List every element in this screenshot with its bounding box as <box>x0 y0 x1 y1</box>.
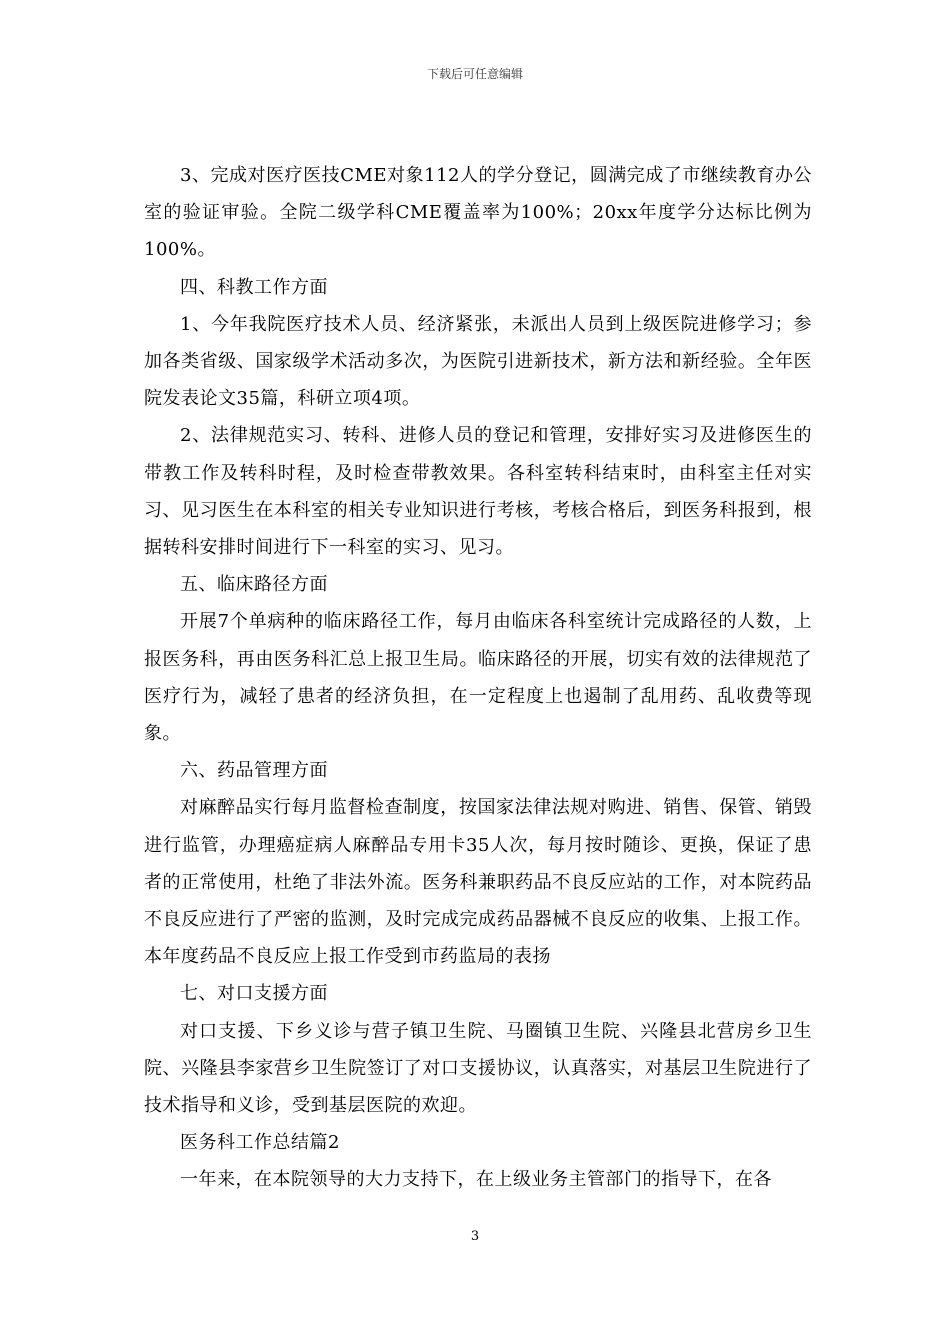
paragraph-cme-registration: 3、完成对医疗医技CME对象112人的学分登记，圆满完成了市继续教育办公室的验证审验。全院二级学科CME覆盖率为100%；20xx年度学分达标比例为100%。 <box>144 165 812 261</box>
paragraph-research-1: 1、今年我院医疗技术人员、经济紧张，未派出人员到上级医院进修学习；参加各类省级、国家级学术活动多次，为医院引进新技术，新方法和新经验。全年医院发表论文35篇，科研立项4项。 <box>144 313 812 410</box>
section-heading-counterpart-support: 七、对口支援方面 <box>180 983 328 1005</box>
paragraph-counterpart-support: 对口支援、下乡义诊与营子镇卫生院、马圈镇卫生院、兴隆县北营房乡卫生院、兴隆县李家营乡卫生院签订了对口支援协议，认真落实，对基层卫生院进行了技术指导和义诊，受到基层医院的欢迎。 <box>144 1020 812 1117</box>
paragraph-research-2: 2、法律规范实习、转科、进修人员的登记和管理，安排好实习及进修医生的带教工作及转科时程，及时检查带教效果。各科室转科结束时，由科室主任对实习、见习医生在本科室的相关专业知识进行考核，考核合格后，到医务科报到，根据转科安排时间进行下一科室的实习、见习。 <box>144 425 812 559</box>
paragraph-clinical-pathway: 开展7个单病种的临床路径工作，每月由临床各科室统计完成路径的人数，上报医务科，再由医务科汇总上报卫生局。临床路径的开展，切实有效的法律规范了医疗行为，减轻了患者的经济负担，在一定程度上也遏制了乱用药、乱收费等现象。 <box>144 611 812 745</box>
section-heading-clinical-pathway: 五、临床路径方面 <box>180 574 328 596</box>
paragraph-summary-2-intro: 一年来，在本院领导的大力支持下，在上级业务主管部门的指导下，在各 <box>180 1169 772 1191</box>
section-heading-summary-2: 医务科工作总结篇2 <box>180 1132 340 1154</box>
document-body <box>144 157 812 1199</box>
page-header: 下载后可任意编辑 <box>426 67 523 81</box>
section-heading-research-education: 四、科教工作方面 <box>180 276 328 298</box>
paragraph-drug-management: 对麻醉品实行每月监督检查制度，按国家法律法规对购进、销售、保管、销毁进行监管，办理癌症病人麻醉品专用卡35人次，每月按时随诊、更换，保证了患者的正常使用，杜绝了非法外流。医务科兼职药品不良反应站的工作，对本院药品不良反应进行了严密的监测，及时完成完成药品器械不良反应的收集、上报工作。本年度药品不良反应上报工作受到市药监局的表扬 <box>144 797 812 968</box>
section-heading-drug-management: 六、药品管理方面 <box>180 760 328 782</box>
page-number: 3 <box>470 1229 480 1244</box>
